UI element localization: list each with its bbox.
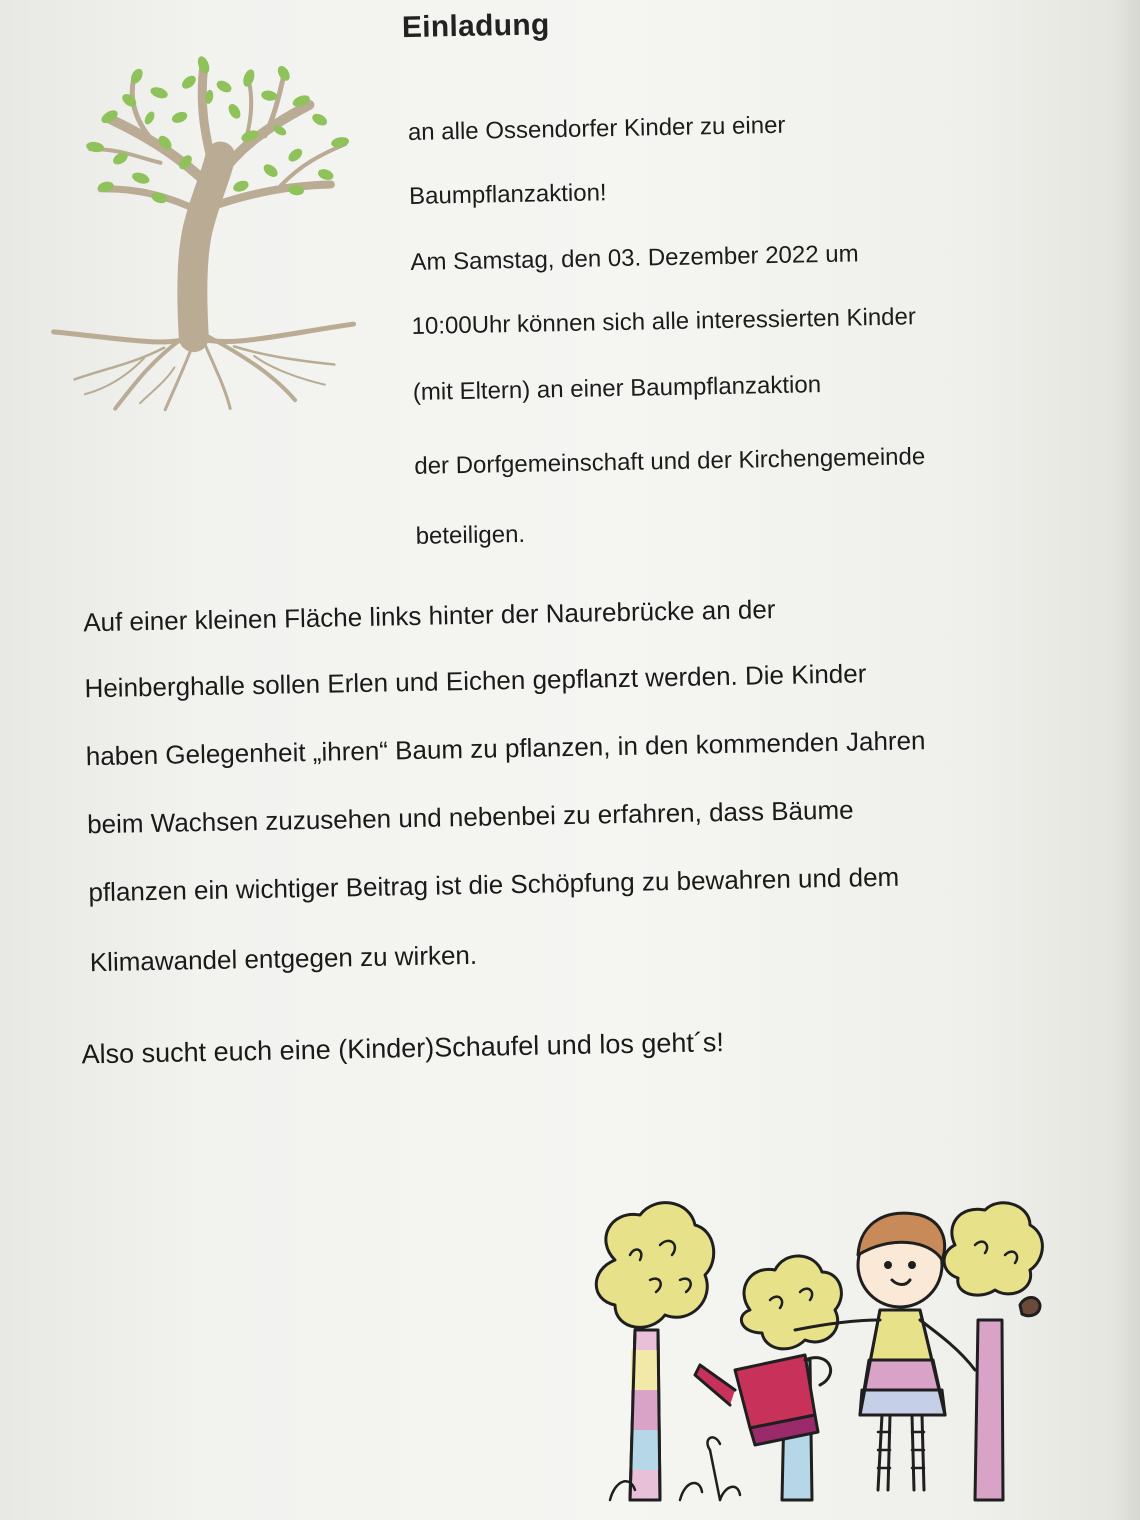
invitation-title: Einladung	[401, 8, 550, 45]
body-line: pflanzen ein wichtiger Beitrag ist die Schöpfung zu bewahren und dem	[88, 861, 900, 908]
children-planting-trees-icon	[590, 1200, 1060, 1510]
body-line: beim Wachsen zuzusehen und nebenbei zu erfahren, dass Bäume	[86, 794, 854, 840]
intro-line: Baumpflanzaktion!	[408, 179, 607, 210]
body-line: Klimawandel entgegen zu wirken.	[89, 939, 478, 978]
intro-line: an alle Ossendorfer Kinder zu einer	[407, 111, 786, 146]
body-line: haben Gelegenheit „ihren“ Baum zu pflanzen, in den kommenden Jahren	[85, 725, 926, 772]
body-line: Heinberghalle sollen Erlen und Eichen gepflanzt werden. Die Kinder	[84, 658, 867, 704]
intro-line: der Dorfgemeinschaft und der Kirchengemeinde	[414, 443, 926, 480]
intro-line: Am Samstag, den 03. Dezember 2022 um	[410, 240, 859, 276]
intro-line: (mit Eltern) an einer Baumpflanzaktion	[412, 371, 822, 406]
intro-line: 10:00Uhr können sich alle interessierten Kinder	[411, 303, 917, 340]
closing-line: Also sucht euch eine (Kinder)Schaufel und los geht´s!	[81, 1027, 725, 1070]
intro-line: beteiligen.	[415, 520, 526, 550]
tree-with-roots-icon	[38, 34, 385, 420]
body-line: Auf einer kleinen Fläche links hinter der Naurebrücke an der	[82, 594, 776, 638]
